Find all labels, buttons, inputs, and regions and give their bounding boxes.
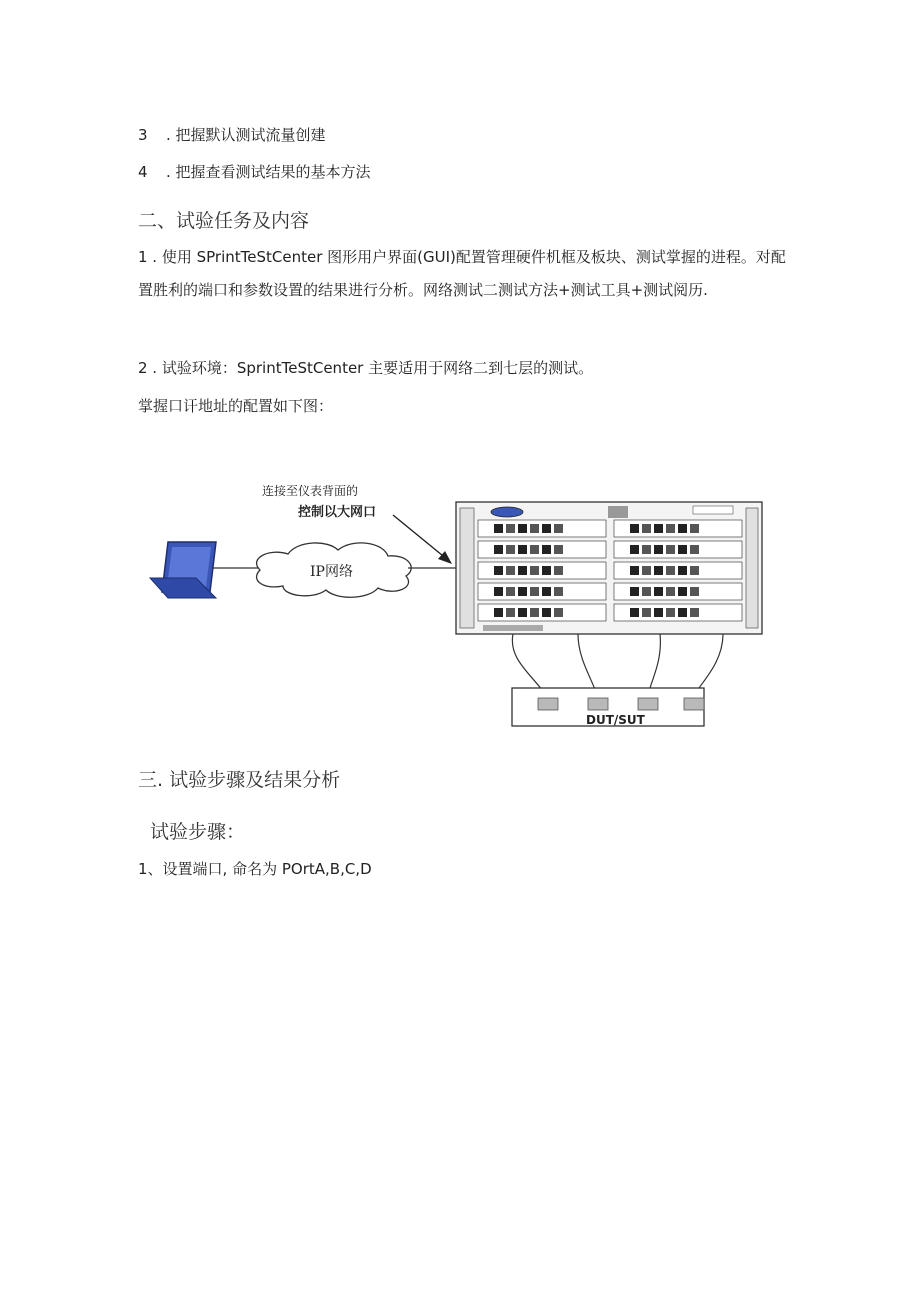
module-port: [642, 524, 651, 533]
module-port: [506, 587, 515, 596]
module-port: [518, 524, 527, 533]
list-number: 3: [138, 126, 148, 144]
section-2-paragraph-1: 1 . 使用 SPrintTeStCenter 图形用户界面(GUI)配置管理硬件机框及板块、测试掌握的进程。对配置胜利的端口和参数设置的结果进行分析。网络测试二测试方法+测试工具+测试阅历.: [138, 248, 786, 299]
module-port: [666, 587, 675, 596]
module-port: [654, 608, 663, 617]
module-port: [506, 608, 515, 617]
dut-sut-box: [512, 688, 704, 727]
list-item-4: [138, 161, 371, 182]
module-port: [654, 566, 663, 575]
module-port: [542, 545, 551, 554]
ip-network-cloud: [257, 543, 412, 597]
module-port: [518, 587, 527, 596]
cloud-label: IP网络: [310, 564, 353, 580]
module-port: [642, 566, 651, 575]
section-2-paragraph-2: 2 . 试验环境：SprintTeStCenter 主要适用于网络二到七层的测试。: [138, 359, 594, 377]
module-port: [494, 587, 503, 596]
list-text: . 把握查看测试结果的基本方法: [166, 163, 371, 181]
module-port: [690, 545, 699, 554]
module-port: [554, 587, 563, 596]
module-port: [542, 608, 551, 617]
control-port-label-line1: 连接至仪表背面的: [262, 484, 359, 498]
list-text: . 把握默认测试流量创建: [166, 126, 326, 144]
module-port: [554, 524, 563, 533]
module-port: [494, 566, 503, 575]
network-diagram: [138, 470, 778, 740]
module-port: [654, 587, 663, 596]
section-2-paragraph-3: 掌握口讦地址的配置如下图：: [138, 397, 334, 415]
section-2-heading: 二、试验任务及内容: [138, 210, 310, 232]
module-port: [666, 524, 675, 533]
module-port: [654, 545, 663, 554]
section-3-heading: 三. 试验步骤及结果分析: [138, 769, 341, 791]
module-port: [642, 587, 651, 596]
module-port: [530, 587, 539, 596]
step-1: 1、设置端口, 命名为 POrtA,B,C,D: [138, 860, 372, 878]
module-port: [642, 545, 651, 554]
module-port: [678, 608, 687, 617]
module-port: [530, 545, 539, 554]
dut-sut-label: DUT/SUT: [586, 713, 645, 727]
module-port: [530, 524, 539, 533]
module-port: [690, 587, 699, 596]
module-port: [630, 608, 639, 617]
module-port: [666, 608, 675, 617]
module-port: [678, 545, 687, 554]
module-port: [506, 566, 515, 575]
module-port: [630, 587, 639, 596]
module-port: [542, 566, 551, 575]
module-port: [630, 545, 639, 554]
module-port: [630, 566, 639, 575]
module-port: [542, 524, 551, 533]
module-port: [690, 608, 699, 617]
module-port: [630, 524, 639, 533]
module-port: [666, 545, 675, 554]
list-number: 4: [138, 163, 148, 181]
module-port: [690, 524, 699, 533]
module-port: [554, 545, 563, 554]
module-port: [494, 524, 503, 533]
list-item-3: [138, 124, 326, 145]
module-port: [654, 524, 663, 533]
module-port: [642, 608, 651, 617]
laptop-icon: [150, 542, 216, 598]
module-port: [506, 545, 515, 554]
module-port: [542, 587, 551, 596]
module-port: [518, 566, 527, 575]
module-port: [554, 566, 563, 575]
control-port-label-line2: 控制以大网口: [298, 505, 377, 520]
module-port: [494, 608, 503, 617]
section-3-subtitle: 试验步骤：: [150, 821, 246, 843]
module-port: [554, 608, 563, 617]
module-port: [530, 608, 539, 617]
module-port: [494, 545, 503, 554]
module-port: [678, 587, 687, 596]
module-port: [666, 566, 675, 575]
module-port: [518, 608, 527, 617]
module-port: [518, 545, 527, 554]
module-port: [678, 566, 687, 575]
module-port: [506, 524, 515, 533]
module-port: [530, 566, 539, 575]
module-port: [690, 566, 699, 575]
module-port: [678, 524, 687, 533]
test-chassis: [456, 502, 762, 634]
